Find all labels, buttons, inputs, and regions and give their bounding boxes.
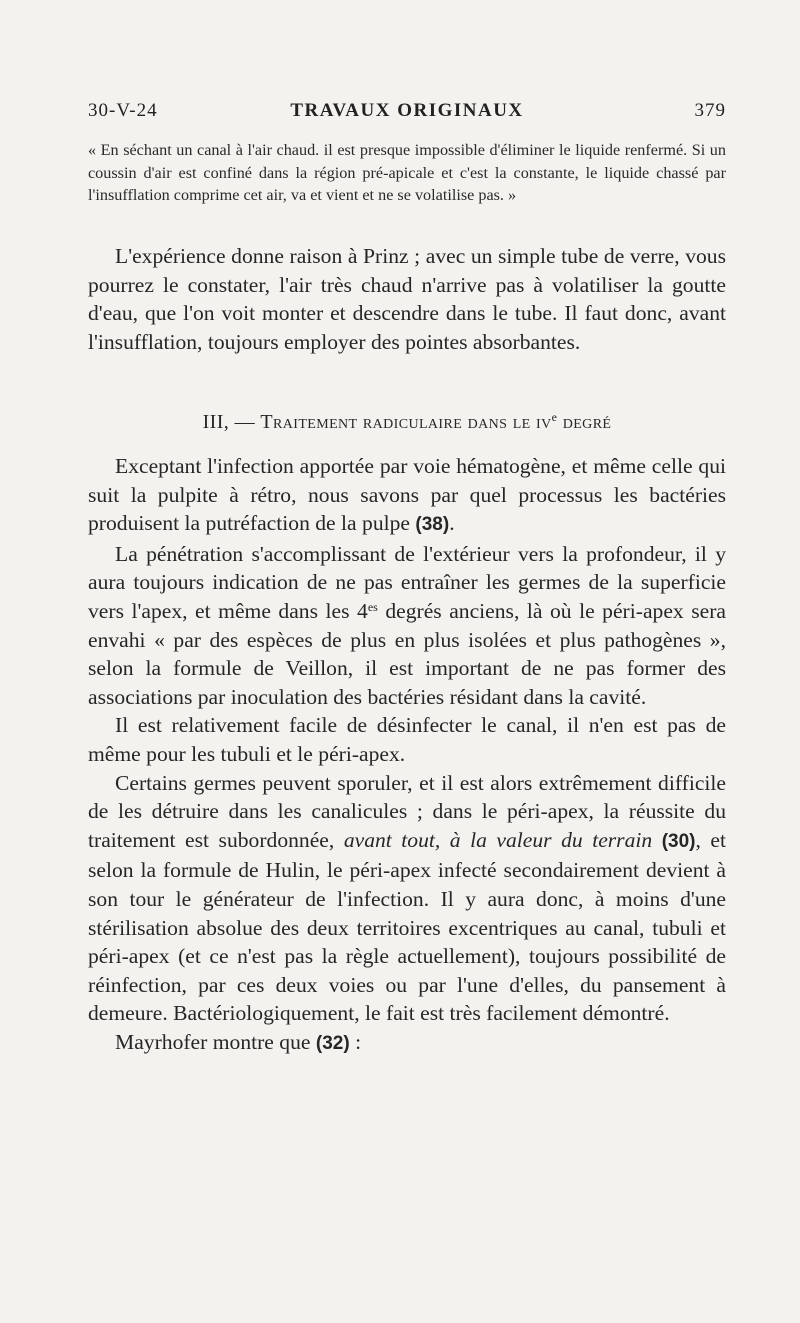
- p4-end: , et selon la formule de Hulin, le péri-apex infecté secondairement devient à son tour le générateur de l'infection. Il y aura donc, à moins d'une stérilisation absolue des deux territoires excentriques au canal, tubuli et péri-apex (et ce n'est pas la règle actuellement), toujours possibilité de réinfection, par ces deux voies ou par l'une d'elles, du pansement à demeure. Bactériologiquement, le fait est très facilement démontré.: [88, 827, 726, 1026]
- reference-38: (38): [415, 514, 450, 536]
- section-heading: [88, 411, 726, 434]
- p4-start: Certains germes peuvent sporuler, et il est alors extrêmement difficile de les détruire dans les canalicules ; dans le péri-apex, la réussite du traitement est subordonnée,: [88, 770, 726, 852]
- quoted-passage: « En séchant un canal à l'air chaud. il est presque impossible d'éliminer le liquide renfermé. Si un coussin d'air est confiné dans la région pré-apicale et c'est la constante, le liquide chassé par l'insufflation comprime cet air, va et vient et ne se volatilise pas. »: [88, 141, 726, 204]
- p1-end: .: [449, 511, 455, 536]
- paragraph-experience: [88, 242, 726, 356]
- running-header: [88, 100, 726, 130]
- p2-end: degrés anciens, là où le péri-apex sera envahi « par des espèces de plus en plus isolées et plus pathogènes », selon la formule de Veillon, il est important de ne pas former des associations par inoculation des bactéries résidant dans la cavité.: [88, 598, 726, 709]
- p5-text: Mayrhofer montre que: [115, 1029, 311, 1054]
- p2-start: La pénétration s'accomplissant de l'extérieur vers la profondeur, il y aura toujours indication de ne pas entraîner les germes de la superficie vers l'apex, et même dans les 4: [88, 541, 726, 623]
- section-number: III,: [202, 411, 230, 433]
- page-number: 379: [694, 100, 726, 121]
- reference-32: (32): [315, 1032, 350, 1054]
- section-dash: —: [234, 411, 255, 433]
- p2-superscript: es: [367, 599, 378, 614]
- paragraph-text: L'expérience donne raison à Prinz ; avec un simple tube de verre, vous pourrez le constater, l'air très chaud n'arrive pas à volatiliser la goutte d'eau, que l'on voit monter et descendre dans le tube. Il faut donc, avant l'insufflation, toujours employer des pointes absorbantes.: [88, 244, 726, 354]
- main-text: [88, 452, 726, 1058]
- paragraph-4: [88, 769, 726, 1028]
- header-title: TRAVAUX ORIGINAUX: [290, 100, 524, 121]
- paragraph-1: [88, 452, 726, 540]
- p4-italic: avant tout, à la valeur du terrain: [343, 827, 653, 852]
- paragraph-2: [88, 540, 726, 712]
- p5-end: :: [355, 1029, 362, 1054]
- paragraph-3: Il est relativement facile de désinfecter le canal, il n'en est pas de même pour les tubuli et le péri-apex.: [88, 713, 726, 766]
- reference-30: (30): [661, 830, 696, 852]
- p1-text: Exceptant l'infection apportée par voie hématogène, et même celle qui suit la pulpite à rétro, nous savons par quel processus les bactéries produisent la putréfaction de la pulpe: [88, 454, 726, 536]
- section-title-superscript: e: [551, 410, 558, 424]
- section-title: Traitement radiculaire dans le iv: [260, 411, 552, 433]
- section-title-end: degré: [562, 411, 612, 433]
- header-date: 30-V-24: [88, 100, 158, 121]
- paragraph-5: [88, 1028, 726, 1059]
